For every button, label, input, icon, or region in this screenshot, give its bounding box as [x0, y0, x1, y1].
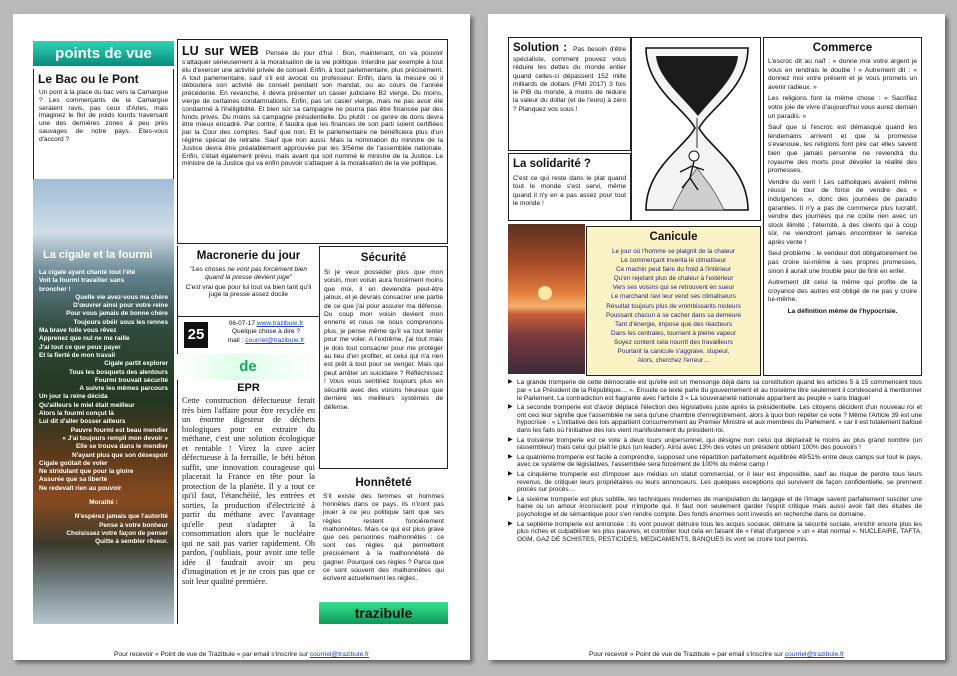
canicule-line: Soyez content cela nourrit des travailleurs — [614, 338, 733, 346]
poem-stanza-1 — [39, 269, 168, 294]
issue-question: Quelque chose à dire ? — [231, 328, 301, 336]
footer-page-2 — [488, 651, 945, 658]
macronerie-quote: "Les choses ne vont pas forcément bien quand la presse devient juge" — [189, 266, 308, 281]
tromperie-item — [508, 437, 922, 453]
poem-line: N'espérez jamais que l'autorité — [74, 513, 168, 521]
poem-stanza-5 — [39, 393, 168, 426]
poem-stanza-6 — [39, 427, 168, 460]
securite-article — [319, 246, 448, 469]
poem-line: Pauvre fourmi est beau mendier — [70, 426, 168, 434]
poem-line: N'ayant plus que son désespoir — [72, 451, 168, 459]
de-text: de — [239, 358, 257, 375]
solidarite-title: La solidarité ? — [513, 158, 591, 170]
poem-line: Apprenez que nul ne me raille — [39, 335, 130, 343]
cigale-title: La cigale et la fourmi — [43, 249, 153, 261]
poem-line: Voit la fourmi travailler sans — [39, 277, 125, 285]
sun-icon — [538, 286, 552, 300]
canicule-line: Résultat toujours plus de vrombissants moteurs — [606, 302, 741, 310]
honnetete-article — [319, 472, 448, 592]
bullet-arrow-icon: ▶ — [508, 470, 513, 477]
poem-line: Elle se trouva dans le mendier — [76, 443, 168, 451]
canicule-line: Poussant chacun à se cacher dans sa demeure — [606, 311, 741, 319]
canicule-line: Dans les centrales, tournent à pleine vapeur — [610, 329, 737, 337]
commerce-title: Commerce — [812, 42, 873, 54]
hourglass-icon — [632, 38, 761, 221]
commerce-article — [763, 37, 922, 376]
solidarite-article — [508, 153, 631, 221]
tromperie-text: La sixième tromperie est plus subtile, les techniques modernes de manipulation du langage et de l'image savent parfaitement susciter une haine ou un amour inconscient pour n'importe qui. Il faut non seulement garder l'esprit critique mais aussi avoir fait des études de psychologie et de sémantique pour s'en rendre compte. Des fonds énormes sont investis en recherche dans ce domaine. — [517, 495, 922, 519]
commerce-paragraph: Seul problème : le vendeur doit obligatoirement ne pas croire lui-même à ses propres promesses, sinon il aurait une trouble peur de finir en enfer. — [768, 250, 917, 275]
solution-article — [508, 37, 631, 151]
poem-line: Ne redevait rien au pouvoir — [39, 484, 122, 492]
poem-stanza-8 — [39, 513, 168, 546]
poem-line: Ma brave folle vous rêvez — [39, 327, 117, 335]
poem-line: Cigale goûtait de voler — [39, 459, 108, 467]
footer-page-1 — [13, 651, 470, 658]
poem-line: Assurée que sa liberté — [39, 476, 108, 484]
poem-line: Alors la fourmi conçut là — [39, 410, 114, 418]
commerce-text — [768, 58, 917, 305]
canicule-line: Alors, cherchez l'erreur… — [637, 357, 710, 365]
poem-line: Lui dit d'aller bosser ailleurs — [39, 418, 126, 426]
poem-line: « J'ai toujours rempli mon devoir » — [62, 434, 168, 442]
bac-text: Un pont à la place du bac vers la Camargue ? Les commerçants de la Camargue seraient ravis, pas ceux d'Arles, mais imaginez le flot de poids lourds traversant une des dernières zones à peu près sauvages de notre pays. Etes-vous d'accord ? — [39, 89, 168, 143]
macronerie-text: C'est vrai que pour lui tout va bien tant qu'il juge la presse assez docile — [185, 283, 312, 299]
tromperie-item — [508, 379, 922, 402]
commerce-paragraph: L'escroc dit au naïf : « donne moi votre argent je vous en rendrais le double ! » Autrement dit : « donnez moi votre présent et je vous promets un avenir radieux. » — [768, 58, 917, 91]
epr-article — [177, 380, 319, 624]
poem-line: broncher ! — [39, 285, 71, 293]
tromperie-text: La grande tromperie de cette démocratie est qu'elle est un mensonge déjà dans sa constitution quand les articles 5 à 15 commencent tous par « Le Président de la République… ». Ensuite ce texte parle du gouvernement et au troisième titre seulement il condescend à mentionner le Parlement. La contradiction est flagrante avec l'article 3 « La souveraineté nationale appartient au peuple » sans blague! — [517, 379, 922, 402]
tromperie-item — [508, 471, 922, 494]
tromperie-text: La quatrième tromperie est facile à comprendre, supposez une répartition parfaitement équilibrée 49/51% entre deux camps sur tout le pays, avec ce système de législatives, l'assemblée sera forcément de 100% du même camp ! — [517, 453, 922, 469]
canicule-line: Tant d'énergie, impose que des réacteurs — [614, 320, 733, 328]
commerce-paragraph: Sauf que si l'escroc est démasqué quand les lendemains arrivent et que la promesse s'évanouie, les religions font pire car elles savent bien que jamais personne ne reviendra du royaume des morts pour dévoiler la réalité des promesses. — [768, 124, 917, 175]
poem-stanza-7 — [39, 460, 168, 493]
bullet-arrow-icon: ▶ — [508, 403, 513, 410]
solution-title: Solution : — [513, 42, 568, 54]
tromperies-list — [508, 379, 922, 634]
bac-article — [33, 69, 174, 179]
tromperie-item — [508, 496, 922, 519]
poem-line: Quitte à sembler rêveur. — [95, 538, 168, 546]
tromperie-text: La seconde tromperie est d'avoir déplacé l'élection des législatives juste après la présidentielle. Les citoyens décident d'un nouveau roi et ont ceci leur signifie que l'assemblée ne sera qu'une chambre d'enregistrement, alors à quoi bon répéter ce vote ? Même l'Article 39 est une hypocrisie : « L'initiative des lois appartient concurremment au Premier Ministre et aux membres du Parlement. » car il est totalement bafoué dans les faits où l'initiative des lois vient manifestement du président-roi. — [517, 403, 922, 435]
canicule-line: Pourtant la canicule s'aggrave, stupeur, — [617, 348, 730, 356]
luweb-text: Pensée du jour d'hui : Bon, maintenant, on va pouvoir s'attaquer sérieusement à la moralisation de la vie politique. Interdire par exemple à tout élu d'exercer une activité privée de conseil. Enfin, à tout parlementaire, plus précisément. A tout parlementaire, sauf s'il est avocat ou professeur. Enfin, dans la mesure où il déboutera son activité de conseil pendant son mandat, ou au cours de l'année précédente. En revanche, il devra présenter un casier judiciaire B2 vierge. Du moins, vierge de certaines condamnations. Enfin, pas un casier vierge, mais ne pas avoir été condamné à l'inéligibilité. Et bien sûr sa campagne ne pourra pas être financée par des fonds privés. Du moins sa campagne présidentielle. Du plutôt : ce genre de dons devra être mieux encadré. Par contre, il faudra que les finances de son parti soient certifiées par la Cour des comptes. Sauf que non. Et le parlementaire ne bénéficiera plus d'un régime spécial de retraite. Sauf que non aussi. Mais la nomination du ministre de la Justice devra être préalablement approuvée par les 3/5ème de l'assemblée nationale. Enfin, c'était également prévu, mais avant qui soit nommé le ministre de la Justice. Le ministre de la Justice qui va enfin pouvoir s'attaquer à la moralisation de la vie politique. — [182, 50, 443, 168]
tromperie-text: La cinquième tromperie est d'imposer aux médias un statut commercial, or il leur est impossible, sauf au risque de perdre tous leurs revenus, de critiquer leurs propriétaires ou leurs annonceurs. Les quelques exceptions qui survivent de façon confidentielle, se prennent procès sur procès… — [517, 470, 922, 494]
honnetete-title: Honnêteté — [355, 477, 412, 489]
bullet-arrow-icon: ▶ — [508, 453, 513, 460]
poem-line: Ne stridulant que pour la gloire — [39, 468, 134, 476]
epr-text: Cette construction défectueuse ferait très bien l'affaire pour être recyclée en un énorme digesteur de déchets biologiques pour en extraire du méthane, c'est une solution écologique et rentable ! Virez la cuve acier défectueuse à la ferraille, le béti béton suffit, une innovation courageuse qui placerait la France en tête pour la protection de la planète. Il y a tout ce qu'il faut, l'étanchéité, les entrées et sorties, la production d'électricité à partir du méthane avec l'avantage qu'elle peut s'adapter à la consommation alors que le nucléaire qui ne sait pas varier rapidement. Oh pardon, j'oubliais, pour avoir une telle idée il faudrait avoir un peu d'imagination et je ne crois pas que ce soit leur qualité première. — [182, 396, 315, 586]
solution-text: Pas besoin d'être spécialiste, comment pouvez vous réduire les dettes du monde entier quand celles-ci dépassent 152 mille milliards de dollars (FMI 2017) 3 fois le PIB du monde, à moins de réduire la valeur du dollar (et de l'euro) à zéro ? Planquez vos sous ! — [513, 46, 627, 113]
bullet-arrow-icon: ▶ — [508, 495, 513, 502]
epr-title: EPR — [237, 382, 260, 394]
masthead-banner — [33, 41, 174, 66]
poem-stanza-2 — [39, 294, 168, 327]
canicule-poem — [590, 247, 757, 365]
poem-line: Qu'ailleurs le miel était meilleur — [39, 401, 135, 409]
poem-stanza-3 — [39, 327, 168, 360]
footer-mail-link[interactable]: courriel@trazibule.fr — [309, 651, 369, 658]
poem-line: Et la fierté de mon travail — [39, 351, 116, 359]
honnetete-text: S'il existe des femmes et hommes honnêtes dans ce pays, ils n'iront pas jouer à ce jeu politique tant que ses règles restent foncièrement malhonnêtes. Mais ce qui est plus grave que ces personnes malhonnêtes : ce sont ces règles qui permettent précisément à la malhonnêteté de gagner. Pourquoi ces règles ? Parce que ce sont souvent des malhonnêtes qui écrivent actuellement les règles. — [323, 493, 444, 583]
canicule-article — [586, 226, 761, 376]
poem-line: D'œuvrer ainsi pour votre reine — [73, 302, 168, 310]
canicule-line: Qu'en rejetant plus de chaleur à l'extérieur — [613, 275, 734, 283]
footer-text: Pour recevoir « Point de vue de Trazibule » par email s'inscrire sur — [114, 651, 310, 658]
tromperie-item — [508, 404, 922, 435]
mail-link[interactable]: courriel@trazibule.fr — [245, 336, 305, 344]
securite-text: Si je veux posséder plus que mon voisin, mon voisin aura forcément moins que moi, il en deviendra peut-être jaloux, et je devrais consacrer une partie de ce que j'ai pour assurer ma défense. Du coup mon voisin devient mon ennemi et nous ne nous comprenons plus, je pense même qu'il va tout tenter pour me voler. A l'extrême, j'ai tout mais je dois tout consacrer pour me protéger au lieu d'en profiter, et celui qui n'a rien est prêt à tout pour se venger. Mais qui peut arrêter un suicidaire ? Réfléchissez ! Vous vous sentiriez toujours plus en sécurité avec des voisins heureux que derrière les meilleurs systèmes de défense. — [324, 269, 443, 411]
trazibule-text: trazibule — [354, 605, 413, 621]
poem-line: Toujours obéir sous les rennes — [73, 318, 168, 326]
tromperie-text: La troisième tromperie est ce vote à deux tours unipersonnel, qui désigne non celui qui déplairait le moins au plus grand nombre (un rassembleur) mais celui qui plaît le plus (un leader). Ainsi avec 13% des votes un président obtient 100% des pouvoirs ! — [517, 436, 922, 452]
issue-number: 25 — [184, 322, 208, 348]
cigale-panel — [33, 179, 174, 624]
commerce-paragraph: Les religions font la même chose : « Sacrifiez votre joie de vivre d'aujourd'hui vous aurez demain un paradis. » — [768, 95, 917, 120]
commerce-conclusion: La définition même de l'hypocrisie. — [787, 308, 898, 316]
issue-date: 06-07-17 — [228, 320, 255, 327]
luweb-title: LU sur WEB — [182, 44, 259, 58]
bullet-arrow-icon: ▶ — [508, 436, 513, 443]
poem-line: Pense à votre bonheur — [99, 521, 168, 529]
site-link[interactable]: www.trazibule.fr — [256, 320, 304, 327]
canicule-line: Vers ses voisins qui se retrouvent en sueur — [612, 284, 735, 292]
poem-stanza-4 — [39, 360, 168, 393]
bullet-arrow-icon: ▶ — [508, 379, 513, 385]
poem-line: La cigale ayant chanté tout l'été — [39, 269, 136, 276]
luweb-article — [177, 39, 448, 244]
canicule-title: Canicule — [649, 231, 698, 243]
canicule-line: Le commerçant inventa le climatiseur — [620, 257, 727, 265]
masthead-title: points de vue — [55, 45, 152, 62]
poem-line: Pour vous jamais de bonne chère — [66, 310, 168, 318]
canicule-line: Ce machin peut faire du froid à l'intérieur — [616, 266, 731, 274]
canicule-line: Le jour où l'homme se plaignit de la chaleur — [611, 248, 736, 255]
footer-text: Pour recevoir « Point de vue de Trazibule » par email s'inscrire sur — [589, 651, 785, 658]
poem-line: Choisissez votre façon de penser — [66, 529, 168, 537]
footer-mail-link[interactable]: courriel@trazibule.fr — [784, 651, 844, 658]
poem-line: Tous les bosquets des alentours — [69, 368, 168, 376]
bullet-arrow-icon: ▶ — [508, 520, 513, 527]
poem-line: Cigale partit explorer — [104, 360, 168, 368]
poem-line: A suivre les mêmes parcours — [79, 385, 168, 393]
tromperie-text: La septième tromperie est annoncée : ils vont pouvoir détruire tous les acquis sociaux, détruire la sécurité sociale, enrichir encore plus les plus riches et culpabiliser les plus pauvres, et contrôler tout cela en faisant de « l'état d'urgence » un « état normal ». NUCLEAIRE, TAFTA, OGM, GAZ DE SCHISTES, PESTICIDES, MEDICAMENTS, BANQUES ils vont se croire tout permis. — [517, 520, 922, 544]
poem-moralite: Moralité : — [89, 499, 118, 507]
tromperie-item — [508, 521, 922, 544]
poem-line: Quelle vie avez-vous ma chère — [75, 293, 168, 301]
cigale-poem — [33, 265, 174, 547]
issue-info — [177, 316, 319, 354]
bac-title: Le Bac ou le Pont — [38, 72, 139, 86]
poem-line: J'ai tout ce que peux payer — [39, 343, 121, 351]
securite-title: Sécurité — [360, 252, 407, 264]
newsletter-page-1 — [13, 14, 470, 660]
trazibule-banner — [319, 602, 448, 624]
poem-line: Un jour la reine décida — [39, 393, 108, 401]
de-banner — [177, 354, 319, 380]
macronerie-title: Macronerie du jour — [196, 250, 301, 262]
commerce-paragraph: Vendre du vent ! Les catholiques avaient même réussi le tour de force de vendre des « indulgences », donc des journées de paradis garanties. Il n'y a pas de commerce plus lucratif, vendre des journées qui ne coûte rien avec un stock illimité ; l'éternité, à des clients qui à coup sûr, ne viendront jamais encombrer le service après vente ! — [768, 178, 917, 246]
macronerie-box — [177, 246, 319, 316]
newsletter-page-2 — [488, 14, 945, 660]
sunset-photo — [508, 224, 585, 374]
mail-label: mail : — [227, 336, 244, 344]
commerce-paragraph: Autrement dit celui la même qui profite de la croyance des autres est obligé de ne pas y croire lui-même. — [768, 279, 917, 304]
hourglass-illustration — [631, 37, 761, 221]
poem-line: Fourmi trouvait sécurité — [94, 376, 168, 384]
solidarite-text: C'est ce qui reste dans le plat quand tout le monde s'est servi, même quand il n'y en a pas assez pour tout le monde ! — [513, 175, 626, 207]
canicule-line: Le marchand ravi leur vend ses climatiseurs — [611, 293, 736, 301]
tromperie-item — [508, 454, 922, 470]
